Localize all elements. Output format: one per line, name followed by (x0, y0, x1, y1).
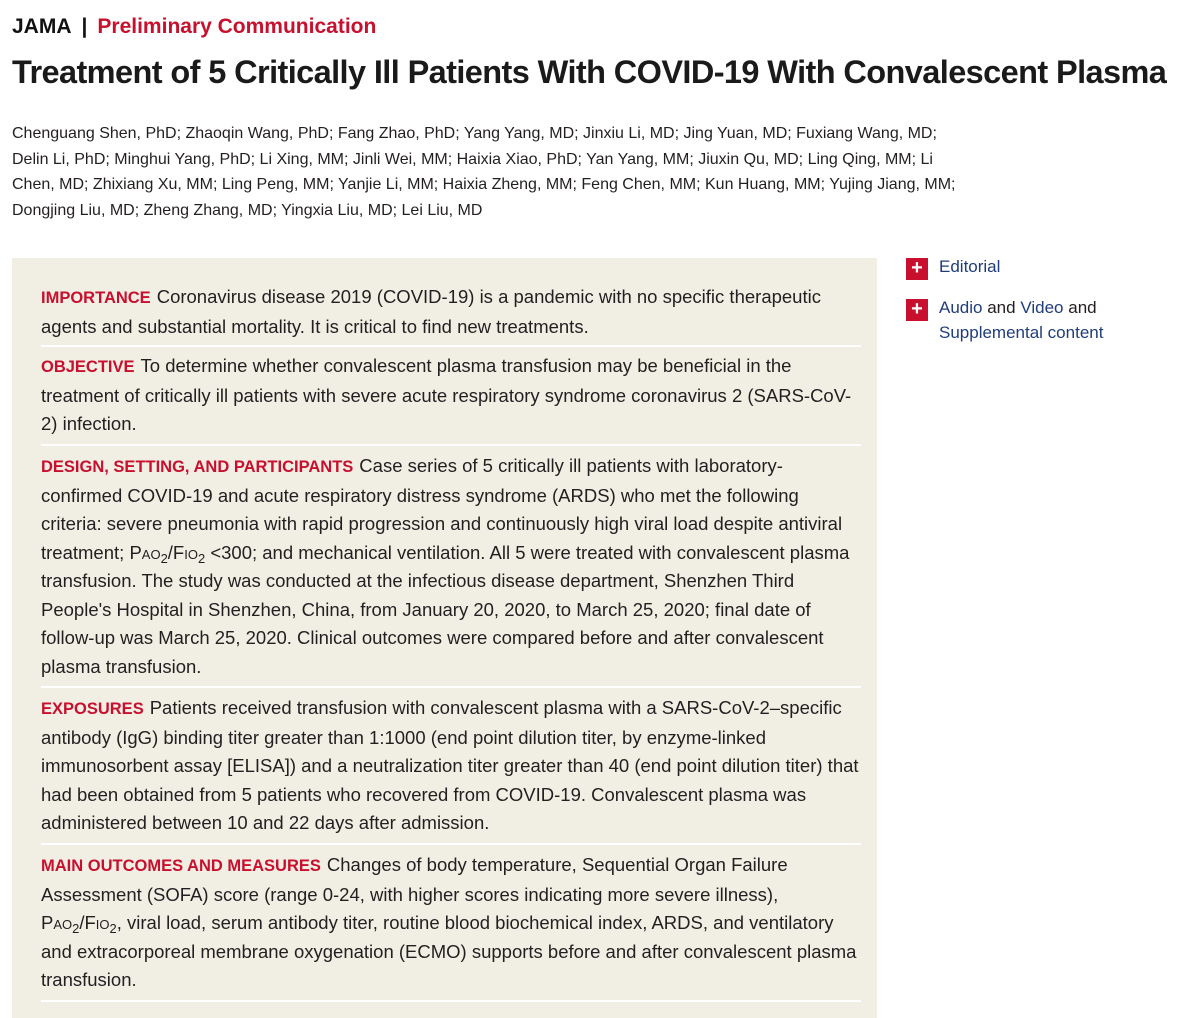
and-text: and (1068, 298, 1097, 317)
audio-link[interactable]: Audio (939, 298, 983, 317)
author-list: Chenguang Shen, PhD; Zhaoqin Wang, PhD; Fang Zhao, PhD; Yang Yang, MD; Jinxiu Li, MD; Jing Yuan, MD; Fuxiang Wang, MD; Delin Li, PhD; Minghui Yang, PhD; Li Xing, MM; Jinli Wei, MM; Haixia Xiao, PhD; Yan Yang, MM; Jiuxin Qu, MD; Ling Qing, MM; Li Chen, MD; Zhixiang Xu, MM; Ling Peng, MM; Yanjie Li, MM; Haixia Zheng, MM; Feng Chen, MM; Kun Huang, MM; Yujing Jiang, MM; Dongjing Liu, MD; Zheng Zhang, MD; Yingxia Liu, MD; Lei Liu, MD (12, 125, 956, 219)
abstract-outcomes (41, 851, 861, 995)
media-item (906, 295, 1186, 345)
importance-label: IMPORTANCE (41, 289, 151, 307)
section-divider (41, 1000, 861, 1002)
outcomes-text-2: , viral load, serum antibody titer, routine blood biochemical index, ARDS, and ventilatory and extracorporeal membrane oxygenation (ECMO) supports before and after convalescent plasma transfusion. (41, 912, 857, 990)
section-divider (41, 345, 861, 347)
outcomes-text-1: Changes of body temperature, Sequential Organ Failure Assessment (SOFA) score (range 0-24, with higher scores indicating more severe illness), (41, 854, 788, 905)
abstract-design (41, 452, 861, 681)
editorial-link[interactable]: Editorial (939, 257, 1001, 276)
abstract-objective (41, 352, 861, 439)
section-divider (41, 843, 861, 845)
abstract-exposures (41, 694, 861, 838)
exposures-text: Patients received transfusion with convalescent plasma with a SARS-CoV-2–specific antibody (IgG) binding titer greater than 1:1000 (end point dilution titer, by enzyme-linked immunosorbent assay [ELISA]) and a neutralization titer greater than 40 (end point dilution titer) that had been obtained from 5 patients who recovered from COVID-19. Convalescent plasma was administered between 10 and 22 days after admission. (41, 697, 859, 833)
editorial-item (906, 254, 1186, 279)
objective-text: To determine whether convalescent plasma transfusion may be beneficial in the treatment of critically ill patients with severe acute respiratory syndrome coronavirus 2 (SARS-CoV-2) infection. (41, 355, 852, 434)
journal-name: JAMA (12, 15, 72, 38)
design-label: DESIGN, SETTING, AND PARTICIPANTS (41, 458, 354, 476)
article-title: Treatment of 5 Critically Ill Patients With COVID-19 With Convalescent Plasma (12, 54, 1167, 90)
plus-icon[interactable]: + (906, 258, 928, 280)
supplemental-link[interactable]: Supplemental content (939, 323, 1104, 342)
importance-text: Coronavirus disease 2019 (COVID-19) is a pandemic with no specific therapeutic agents and substantial mortality. It is critical to find new treatments. (41, 286, 821, 337)
objective-label: OBJECTIVE (41, 358, 135, 376)
design-text-1: Case series of 5 critically ill patients with laboratory-confirmed COVID-19 and acute respiratory distress syndrome (ARDS) who met the following criteria: severe pneumonia with rapid progression and continuously high viral load despite antiviral treatment; (41, 455, 843, 563)
abstract-importance (41, 283, 861, 341)
section-divider (41, 686, 861, 688)
and-text: and (987, 298, 1016, 317)
plus-icon[interactable]: + (906, 299, 928, 321)
pao2-fio2-ratio: Pao$_2$/Fio$_2$ (41, 912, 117, 936)
section-divider (41, 444, 861, 446)
abstract-box (12, 258, 877, 1018)
related-content-sidebar (906, 254, 1186, 361)
video-link[interactable]: Video (1020, 298, 1064, 317)
design-text-2: <300; and mechanical ventilation. All 5 were treated with convalescent plasma transfusion. The study was conducted at the infectious disease department, Shenzhen Third People's Hospital in Shenzhen, China, from January 20, 2020, to March 25, 2020; final date of follow-up was March 25, 2020. Clinical outcomes were compared before and after convalescent plasma transfusion. (41, 541, 850, 677)
exposures-label: EXPOSURES (41, 700, 144, 718)
journal-header (12, 14, 376, 40)
pao2-fio2-ratio: Pao$_2$/Fio$_2$ (129, 541, 206, 566)
header-separator: | (81, 15, 88, 38)
article-type: Preliminary Communication (97, 15, 377, 38)
outcomes-label: MAIN OUTCOMES AND MEASURES (41, 857, 321, 875)
